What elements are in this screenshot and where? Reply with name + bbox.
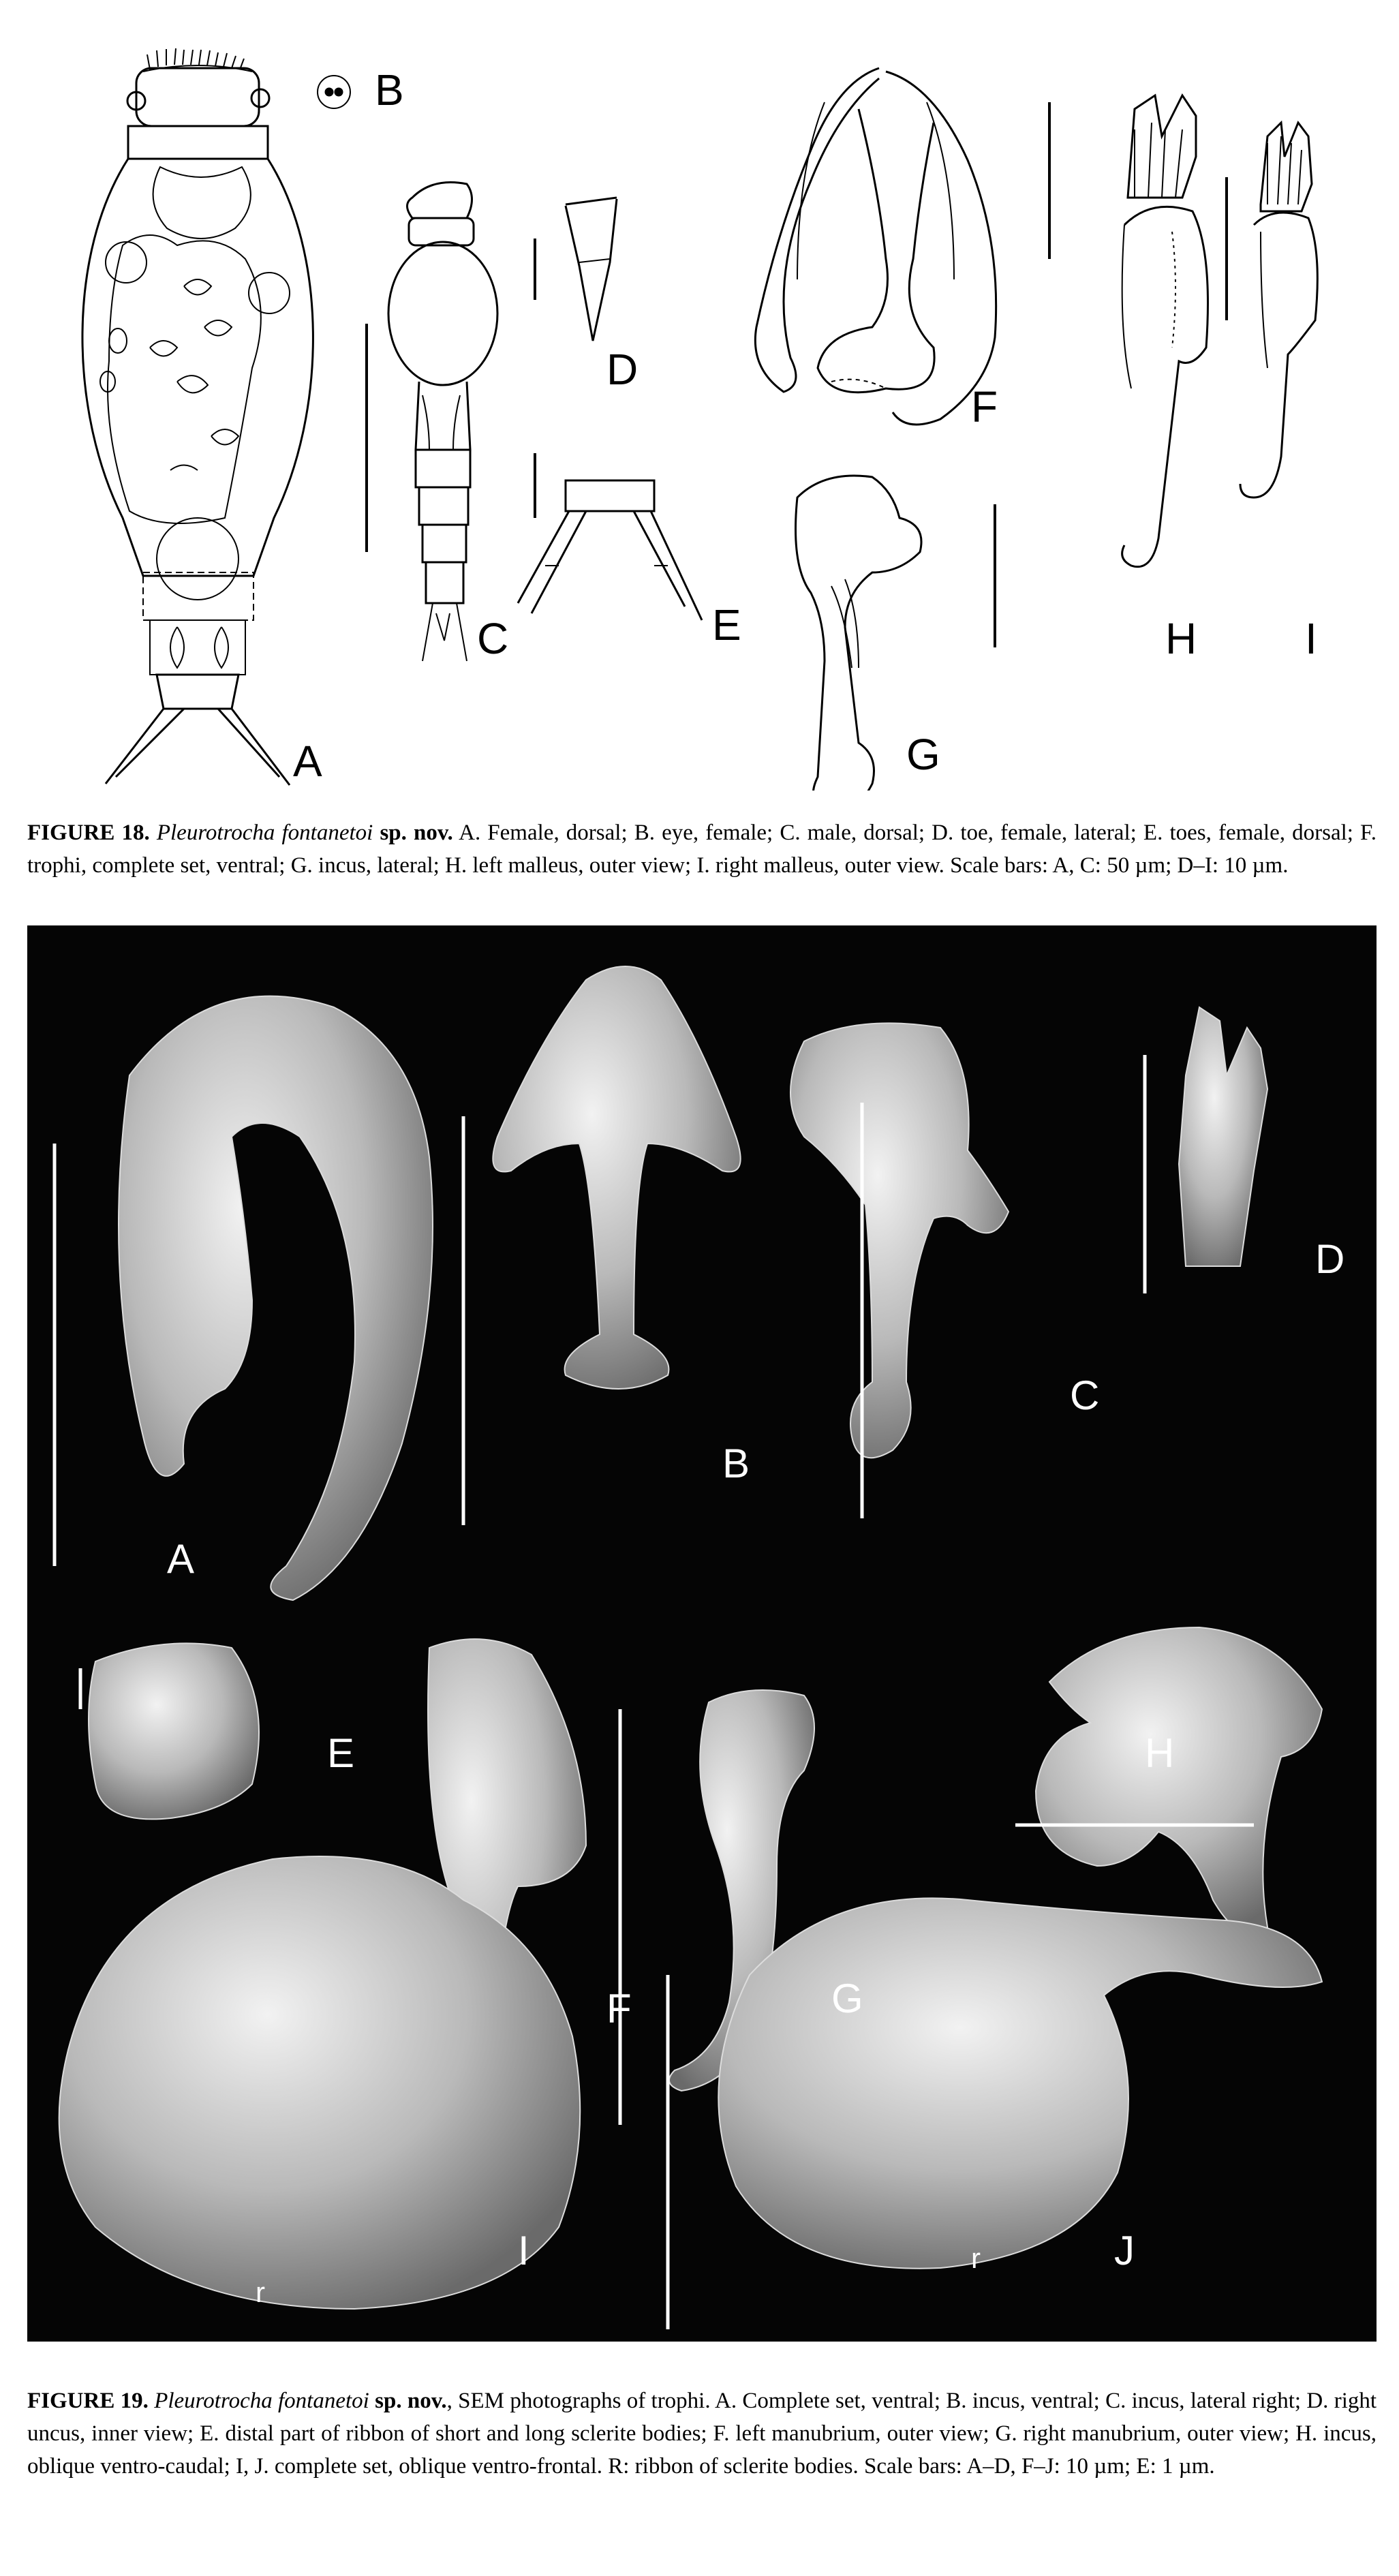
fig18-caption-text: A. Female, dorsal; B. eye, female; C. male, dorsal; D. toe, female, lateral; E. toes, female, dorsal; F. trophi, complete set, ventral; G. incus, lateral; H. left malleus, outer view; I. right malleus, outer view. Scale bars: A, C: 50 µm; D–I: 10 µm. — [27, 821, 1377, 878]
fig19-label-r-I: r — [256, 2276, 265, 2308]
figure-18-line-art — [41, 27, 1370, 791]
fig18-label-F: F — [971, 382, 998, 431]
fig19-label-D: D — [1315, 1236, 1345, 1282]
fig19-label-A: A — [167, 1536, 195, 1582]
drawing-eye — [318, 76, 350, 108]
figure-18-drawings — [41, 27, 1370, 791]
fig19-label-G: G — [831, 1976, 863, 2021]
fig19-label-r-J: r — [971, 2242, 981, 2274]
fig18-label-E: E — [712, 600, 741, 649]
fig19-label-J: J — [1114, 2228, 1135, 2273]
drawing-trophi-complete-set — [755, 68, 1049, 425]
fig19-label-I: I — [518, 2228, 529, 2273]
fig18-label-C: C — [477, 614, 509, 663]
fig18-label-A: A — [293, 737, 322, 786]
fig19-label-F: F — [606, 1986, 632, 2031]
figure-19-caption — [27, 2385, 1377, 2483]
fig19-caption-species: Pleurotrocha fontanetoi — [154, 2389, 369, 2413]
drawing-left-malleus — [1122, 95, 1208, 567]
fig18-caption-status: sp. nov. — [380, 821, 453, 845]
drawing-female-dorsal — [82, 48, 313, 785]
sem-complete-set-frontal-J — [718, 1898, 1322, 2268]
fig19-caption-text: , SEM photographs of trophi. A. Complete set, ventral; B. incus, ventral; C. incus, lateral right; D. right uncus, inner view; E. distal part of ribbon of short and long sclerite bodies; F. left manubrium, outer view; G. right manubrium, outer view; H. incus, oblique ventro-caudal; I, J. complete set, oblique ventro-frontal. R: ribbon of sclerite bodies. Scale bars: A–D, F–J: 10 µm; E: 1 µm. — [27, 2389, 1377, 2479]
fig18-label-B: B — [375, 65, 404, 114]
fig18-label-I: I — [1305, 614, 1317, 663]
figure-19-sem-plate — [27, 925, 1377, 2342]
fig18-label-G: G — [906, 730, 940, 779]
fig18-caption-label: FIGURE 18. — [27, 821, 150, 845]
drawing-right-malleus — [1227, 123, 1317, 497]
fig19-label-H: H — [1145, 1730, 1175, 1776]
drawing-toe-lateral — [535, 198, 617, 341]
sem-complete-set-ventral — [119, 996, 433, 1600]
sem-incus-ventral — [493, 966, 740, 1389]
fig19-caption-label: FIGURE 19. — [27, 2389, 149, 2413]
fig19-label-E: E — [327, 1730, 355, 1776]
fig18-label-D: D — [606, 345, 639, 394]
sem-incus-oblique — [1036, 1627, 1322, 1933]
fig19-caption-status: sp. nov. — [375, 2389, 447, 2413]
fig19-label-B: B — [722, 1441, 750, 1486]
figure-18-caption — [27, 816, 1377, 882]
drawing-incus-lateral — [796, 476, 996, 791]
fig19-label-C: C — [1070, 1373, 1100, 1418]
drawing-toes-dorsal — [518, 453, 702, 620]
drawing-male-dorsal — [388, 183, 497, 662]
sem-right-uncus — [1179, 1007, 1267, 1266]
fig18-label-H: H — [1165, 614, 1197, 663]
fig18-caption-species: Pleurotrocha fontanetoi — [156, 821, 373, 845]
sem-complete-set-frontal-I — [59, 1856, 581, 2309]
figure-19-sem-shapes — [27, 925, 1377, 2342]
sem-incus-lateral — [790, 1023, 1009, 1458]
sem-ribbon — [89, 1643, 259, 1819]
